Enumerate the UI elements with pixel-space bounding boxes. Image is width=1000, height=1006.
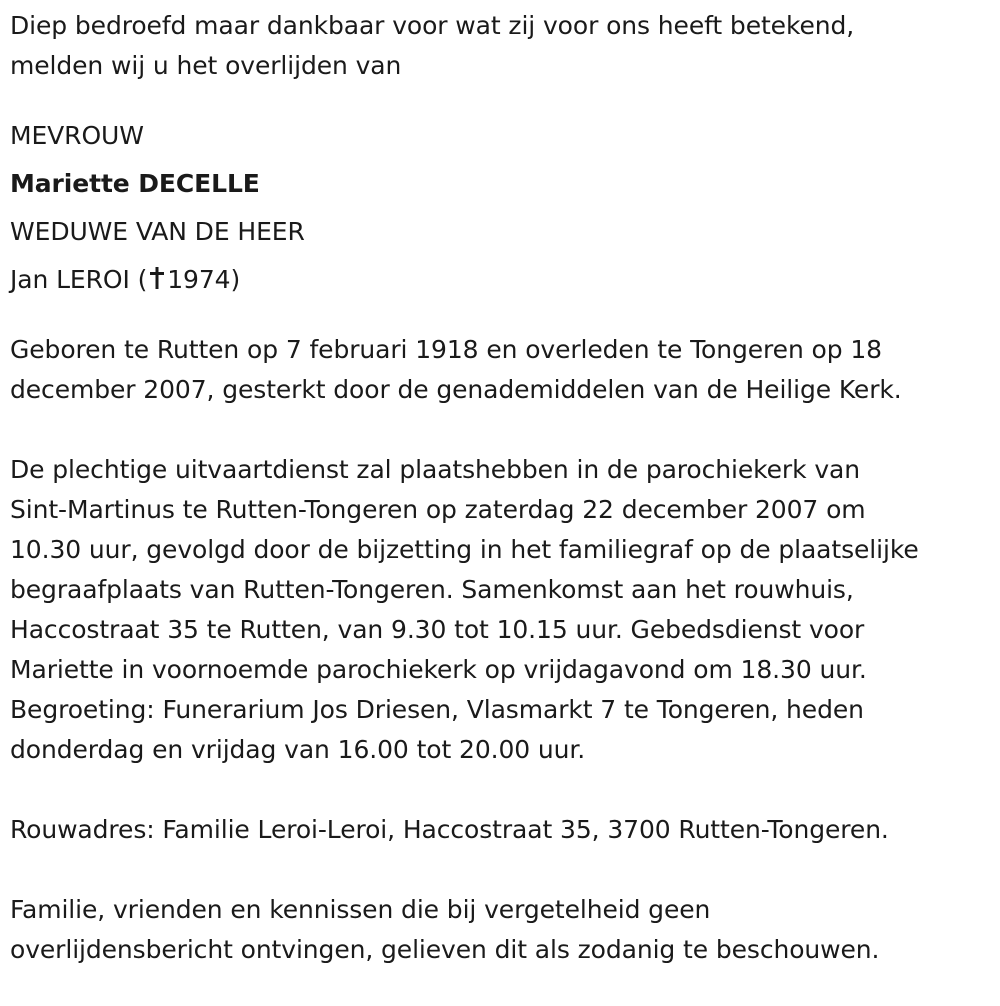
closing-line: overlijdensbericht ontvingen, gelieven dit als zodanig te beschouwen. (10, 935, 880, 964)
deceased-relation: WEDUWE VAN DE HEER (10, 217, 305, 246)
ceremony-line: donderdag en vrijdag van 16.00 tot 20.00 uur. (10, 735, 586, 764)
deceased-block (10, 112, 995, 304)
spouse-death-year: 1974) (167, 265, 241, 294)
obituary-document (10, 6, 995, 970)
mourning-address: Rouwadres: Familie Leroi-Leroi, Haccostraat 35, 3700 Rutten-Tongeren. (10, 815, 889, 844)
intro-line: Diep bedroefd maar dankbaar voor wat zij voor ons heeft betekend, (10, 11, 855, 40)
deceased-title: MEVROUW (10, 121, 144, 150)
ceremony-line: 10.30 uur, gevolgd door de bijzetting in het familiegraf op de plaatselijke (10, 535, 919, 564)
birth-death-paragraph (10, 330, 995, 410)
cross-icon (149, 266, 165, 290)
closing-line: Familie, vrienden en kennissen die bij vergetelheid geen (10, 895, 711, 924)
ceremony-line: Sint-Martinus te Rutten-Tongeren op zaterdag 22 december 2007 om (10, 495, 866, 524)
address-paragraph (10, 810, 995, 850)
spouse-line (10, 256, 995, 304)
ceremony-line: Begroeting: Funerarium Jos Driesen, Vlasmarkt 7 te Tongeren, heden (10, 695, 864, 724)
ceremony-line: De plechtige uitvaartdienst zal plaatshebben in de parochiekerk van (10, 455, 860, 484)
ceremony-paragraph (10, 450, 995, 770)
ceremony-line: Haccostraat 35 te Rutten, van 9.30 tot 10.15 uur. Gebedsdienst voor (10, 615, 865, 644)
ceremony-line: Mariette in voornoemde parochiekerk op vrijdagavond om 18.30 uur. (10, 655, 867, 684)
intro-line: melden wij u het overlijden van (10, 51, 402, 80)
spouse-name: Jan LEROI ( (10, 265, 148, 294)
deceased-name: Mariette DECELLE (10, 169, 260, 198)
closing-paragraph (10, 890, 995, 970)
intro-paragraph (10, 6, 995, 86)
ceremony-line: begraafplaats van Rutten-Tongeren. Samenkomst aan het rouwhuis, (10, 575, 854, 604)
birth-death-line: Geboren te Rutten op 7 februari 1918 en overleden te Tongeren op 18 (10, 335, 882, 364)
birth-death-line: december 2007, gesterkt door de genademiddelen van de Heilige Kerk. (10, 375, 902, 404)
